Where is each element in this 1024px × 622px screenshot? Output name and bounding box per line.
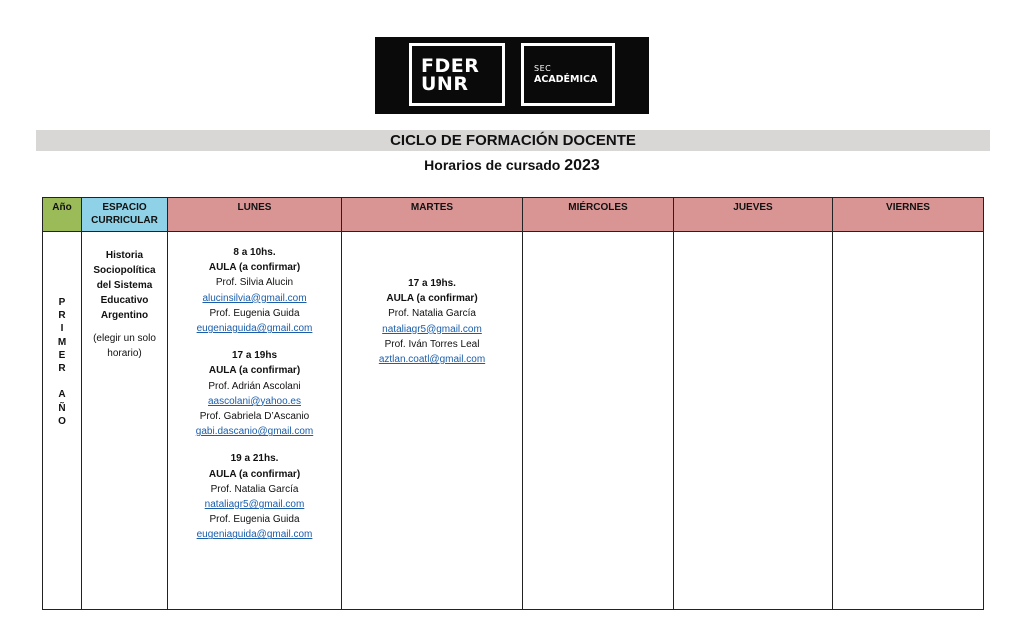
viernes-cell [833,232,984,610]
schedule-block [169,348,340,439]
page-title: CICLO DE FORMACIÓN DOCENTE [36,130,990,151]
miercoles-cell [523,232,674,610]
schedule-time: 17 a 19hs. [408,278,456,289]
schedule-table [42,197,984,610]
professor-name: Prof. Natalia García [210,483,299,495]
schedule-time: 19 a 21hs. [230,453,279,465]
year-letter: R [58,362,66,374]
course-note [85,331,164,361]
logo-sub2: ACADÉMICA [534,74,598,85]
course-name-line: Sociopolítica [93,265,156,276]
logo-line2: UNR [421,72,469,95]
course-name-line: Argentino [100,310,149,321]
year-letter: I [60,323,64,335]
professor-email-link[interactable]: alucinsilvia@gmail.com [202,292,307,304]
fder-unr-logo [375,37,649,114]
header-espacio-line1: ESPACIO [102,202,147,213]
professor-email-link[interactable]: eugeniaguida@gmail.com [196,529,313,541]
header-lunes: LUNES [168,198,342,232]
header-espacio-line2: CURRICULAR [91,215,158,226]
professor-name: Prof. Natalia García [388,308,476,320]
course-note-line: (elegir un solo [93,333,156,344]
table-row [43,232,984,610]
professor-name: Prof. Eugenia Guida [209,514,300,526]
schedule-block [169,245,340,336]
year-letter: E [58,349,66,361]
page-subtitle [0,157,1024,175]
year-letter-gap [44,375,80,388]
subtitle-year: 2023 [564,157,600,174]
logo-sec-academica-box [521,43,615,106]
martes-cell [342,232,523,610]
course-name [85,248,164,323]
year-letter: O [58,415,66,427]
header-jueves: JUEVES [674,198,833,232]
header-miercoles: MIÉRCOLES [523,198,674,232]
schedule-aula: AULA (a confirmar) [386,293,478,305]
logo-line1: FDER [421,54,480,77]
year-letter: A [58,389,66,401]
professor-email-link[interactable]: nataliagr5@gmail.com [204,499,305,511]
professor-email-link[interactable]: aztlan.coatl@gmail.com [378,354,486,366]
schedule-aula: AULA (a confirmar) [208,262,301,274]
schedule-time: 8 a 10hs. [233,247,276,258]
year-cell [43,232,82,610]
professor-name: Prof. Silvia Alucin [215,277,294,289]
table-header-row [43,198,984,232]
logo-fder-unr-box [409,43,505,106]
course-name-line: Educativo [100,295,149,306]
year-letter: Ñ [58,402,66,414]
header-anio: Año [43,198,82,232]
schedule-block [169,451,340,542]
schedule-aula: AULA (a confirmar) [208,365,301,377]
subtitle-text: Horarios de cursado [424,157,565,173]
schedule-block [343,276,521,367]
professor-email-link[interactable]: nataliagr5@gmail.com [382,323,482,335]
espacio-curricular-cell [82,232,168,610]
professor-email-link[interactable]: eugeniaguida@gmail.com [196,323,313,335]
professor-name: Prof. Eugenia Guida [209,307,300,319]
header-viernes: VIERNES [833,198,984,232]
logo-sub1: SEC [534,64,552,73]
header-martes: MARTES [342,198,523,232]
professor-email-link[interactable]: aascolani@yahoo.es [208,395,301,407]
year-letter: P [58,297,66,308]
course-name-line: Historia [105,250,144,261]
professor-name: Prof. Gabriela D’Ascanio [199,411,310,423]
jueves-cell [674,232,833,610]
schedule-time: 17 a 19hs [231,350,278,362]
schedule-aula: AULA (a confirmar) [208,468,301,480]
course-note-line: horario) [107,348,142,359]
professor-name: Prof. Iván Torres Leal [384,338,480,350]
lunes-cell [168,232,342,610]
header-espacio-curricular [82,198,168,232]
professor-name: Prof. Adrián Ascolani [208,380,301,392]
year-letter: R [58,310,66,322]
professor-email-link[interactable]: gabi.dascanio@gmail.com [195,426,314,438]
year-letter: M [57,336,67,348]
course-name-line: del Sistema [96,280,153,291]
